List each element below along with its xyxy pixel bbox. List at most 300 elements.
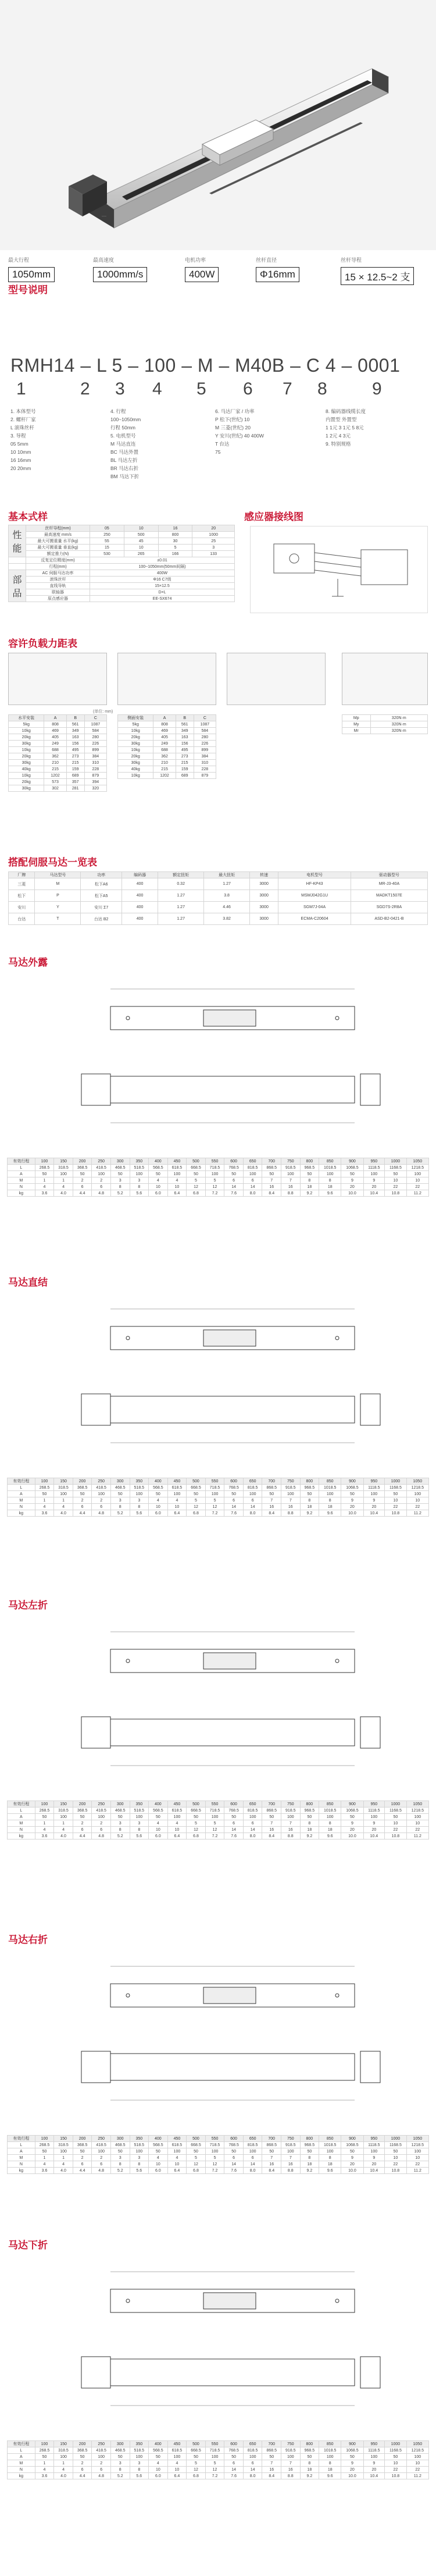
- table-cell: 8: [319, 2155, 341, 2161]
- table-cell: 318.5: [54, 1485, 73, 1491]
- table-row: 20kg 362 273 384: [9, 753, 107, 760]
- table-cell: 6: [92, 1184, 111, 1190]
- table-cell: 518.5: [130, 2447, 149, 2454]
- table-cell: 1: [54, 1820, 73, 1827]
- explain-line: BR 马达右折: [110, 465, 139, 471]
- table-cell: 20: [363, 1827, 385, 1833]
- table-header: 1000: [385, 2441, 406, 2447]
- table-cell: 10.0: [341, 2473, 363, 2479]
- table-cell: 14: [224, 1504, 244, 1510]
- table-cell: kg: [8, 1833, 35, 1840]
- table-cell: 10: [406, 1497, 428, 1504]
- table-cell: N: [8, 1827, 35, 1833]
- table-cell: 4.8: [92, 1833, 111, 1840]
- table-cell: 518.5: [130, 1808, 149, 1814]
- table-cell: 6: [73, 1184, 92, 1190]
- table-cell: 8: [300, 2460, 319, 2467]
- table-cell: 14: [243, 2467, 262, 2473]
- table-cell: 9.6: [319, 1190, 341, 1197]
- table-cell: 9: [341, 2460, 363, 2467]
- drawing-svg: [70, 2254, 384, 2435]
- table-cell: 4.0: [54, 1833, 73, 1840]
- table-cell: 718.5: [205, 1485, 224, 1491]
- table-header: 700: [262, 1478, 281, 1485]
- dimension-table-motor-left-fold: [7, 1801, 429, 1840]
- table-cell: 6.0: [149, 2168, 168, 2174]
- table-cell: 4: [167, 2460, 187, 2467]
- table-row: 10kg 1202 689 879: [9, 773, 107, 779]
- table-cell: 9: [363, 1497, 385, 1504]
- table-cell: 14: [243, 2161, 262, 2168]
- table-cell: 10: [149, 1504, 168, 1510]
- dimension-table: [7, 2135, 429, 2174]
- table-cell: 668.5: [187, 1485, 206, 1491]
- table-cell: 50: [300, 1814, 319, 1820]
- table-row: 5kg 808 561 1087: [9, 721, 107, 728]
- section-title-motor-left-fold: 马达左折: [8, 1600, 48, 1611]
- table-cell: 100: [406, 2454, 428, 2460]
- table-header: 300: [110, 1158, 130, 1165]
- explain-line: 行程 50mm: [110, 425, 135, 430]
- table-header: 1000: [385, 1158, 406, 1165]
- table-cell: 16: [262, 1504, 281, 1510]
- table-cell: 50: [110, 1171, 130, 1177]
- table-header: 250: [92, 2136, 111, 2142]
- table-header: 600: [224, 2136, 244, 2142]
- table-cell: 968.5: [300, 1485, 319, 1491]
- table-row: [8, 2447, 429, 2454]
- spec-value: 1000mm/s: [93, 267, 147, 282]
- explain-line: L 滚珠丝杆: [10, 425, 34, 430]
- table-cell: 6: [73, 1827, 92, 1833]
- table-cell: 10: [167, 2161, 187, 2168]
- table-header: 700: [262, 1158, 281, 1165]
- table-header: 250: [92, 1478, 111, 1485]
- table-cell: 4: [54, 2467, 73, 2473]
- table-cell: N: [8, 1504, 35, 1510]
- table-cell: 18: [300, 1184, 319, 1190]
- table-cell: 768.5: [224, 2142, 244, 2148]
- table-cell: 3.6: [35, 1833, 54, 1840]
- table-row: [8, 1833, 429, 1840]
- table-cell: 14: [224, 2161, 244, 2168]
- table-header: 400: [149, 1801, 168, 1808]
- table-cell: 12: [187, 2467, 206, 2473]
- spec-screw-diameter: [256, 256, 331, 282]
- table-cell: 50: [149, 1491, 168, 1497]
- table-cell: 3: [130, 2460, 149, 2467]
- table-row: 20kg 573 357 394: [9, 779, 107, 785]
- table-header: 900: [341, 1801, 363, 1808]
- table-cell: 2: [92, 1497, 111, 1504]
- table-cell: 7.6: [224, 1190, 244, 1197]
- table-row: 部品 AC 伺服马达功率 400W: [9, 570, 235, 577]
- table-cell: 7: [262, 1820, 281, 1827]
- table-cell: 100: [205, 1491, 224, 1497]
- table-cell: 50: [187, 1171, 206, 1177]
- table-cell: 6: [73, 2467, 92, 2473]
- table-header: 600: [224, 2441, 244, 2447]
- table-header: 20: [192, 525, 235, 532]
- explain-line: 1 2元 4 3元: [326, 433, 351, 439]
- table-cell: 6.8: [187, 2473, 206, 2479]
- table-cell: 100: [167, 1491, 187, 1497]
- hero-product-image: [0, 0, 436, 250]
- drawing-svg: [70, 1614, 384, 1795]
- table-header: 100: [35, 1801, 54, 1808]
- table-cell: 368.5: [73, 1808, 92, 1814]
- table-cell: 4: [167, 1497, 187, 1504]
- table-cell: 5: [187, 2460, 206, 2467]
- table-cell: 5: [205, 2155, 224, 2161]
- basic-spec-table: [8, 525, 235, 602]
- table-cell: 12: [187, 2161, 206, 2168]
- table-header: 有效行程: [8, 2136, 35, 2142]
- table-cell: M: [8, 2460, 35, 2467]
- linear-module-render: [0, 0, 436, 250]
- table-cell: 50: [300, 1171, 319, 1177]
- table-cell: L: [8, 1808, 35, 1814]
- table-header: 600: [224, 1158, 244, 1165]
- table-cell: 7: [281, 1177, 301, 1184]
- table-cell: 10: [385, 1177, 406, 1184]
- table-row: [8, 2142, 429, 2148]
- table-cell: 1168.5: [385, 2142, 406, 2148]
- table-cell: 12: [187, 1827, 206, 1833]
- explain-line: P 松下(世纪) 10: [215, 417, 250, 422]
- table-cell: 5: [205, 1497, 224, 1504]
- table-cell: 20: [341, 1504, 363, 1510]
- table-cell: 100: [281, 1814, 301, 1820]
- table-cell: 3: [130, 1177, 149, 1184]
- table-cell: 768.5: [224, 1808, 244, 1814]
- table-cell: 768.5: [224, 2447, 244, 2454]
- explain-line: 05 5mm: [10, 441, 28, 447]
- basic-section-title: 基本式样: [8, 511, 48, 522]
- table-cell: 8: [130, 1504, 149, 1510]
- table-cell: 2: [92, 2460, 111, 2467]
- table-header: 650: [243, 2441, 262, 2447]
- explain-line: 5. 电机型号: [110, 433, 136, 439]
- table-cell: 6.4: [167, 2473, 187, 2479]
- table-row: 30kg 210 215 310: [118, 760, 216, 766]
- code-index: 1: [16, 379, 26, 399]
- table-cell: 100: [363, 1814, 385, 1820]
- table-cell: 100: [406, 1491, 428, 1497]
- table-cell: 6.4: [167, 1190, 187, 1197]
- table-cell: 100: [54, 1814, 73, 1820]
- table-cell: 5.2: [110, 2168, 130, 2174]
- table-cell: 9: [363, 1177, 385, 1184]
- table-cell: 100: [319, 2148, 341, 2155]
- table-cell: 10.0: [341, 1833, 363, 1840]
- table-header: 300: [110, 1478, 130, 1485]
- table-cell: 9.6: [319, 1510, 341, 1517]
- table-cell: 2: [73, 2460, 92, 2467]
- table-cell: 10.0: [341, 1190, 363, 1197]
- table-cell: 6: [224, 1497, 244, 1504]
- table-cell: 16: [281, 2161, 301, 2168]
- table-cell: M: [8, 1497, 35, 1504]
- table-header: 1000: [385, 1478, 406, 1485]
- table-cell: 3: [110, 2155, 130, 2161]
- table-cell: 12: [205, 1184, 224, 1190]
- table-cell: 618.5: [167, 1485, 187, 1491]
- spec-label: 最高速度: [93, 257, 115, 263]
- table-cell: kg: [8, 2473, 35, 2479]
- table-row: 三菱 M 松下A6 400 0.32 1.27 3000 HF-KP43 MR-J3-40A: [9, 878, 428, 890]
- table-row: [8, 2467, 429, 2473]
- table-cell: 1118.5: [363, 2142, 385, 2148]
- table-row: [8, 1820, 429, 1827]
- table-cell: 7: [262, 2155, 281, 2161]
- table-cell: 318.5: [54, 1808, 73, 1814]
- table-header: 650: [243, 1478, 262, 1485]
- table-cell: 8: [319, 1497, 341, 1504]
- table-cell: 4.8: [92, 2168, 111, 2174]
- table-cell: 4.4: [73, 1190, 92, 1197]
- table-cell: 12: [205, 1504, 224, 1510]
- spec-label: 最大行程: [8, 257, 30, 263]
- table-cell: 7.6: [224, 1510, 244, 1517]
- table-cell: 16: [281, 1504, 301, 1510]
- table-header: 1000: [385, 2136, 406, 2142]
- table-row: [8, 1190, 429, 1197]
- table-cell: 9: [341, 1497, 363, 1504]
- table-cell: 1018.5: [319, 1485, 341, 1491]
- table-cell: 8.0: [243, 2473, 262, 2479]
- table-cell: 10.0: [341, 1510, 363, 1517]
- explain-line: 1. 本体型号: [10, 408, 36, 414]
- table-cell: 4: [35, 2161, 54, 2168]
- table-cell: 918.5: [281, 1165, 301, 1171]
- table-cell: 10: [149, 1827, 168, 1833]
- table-cell: 1018.5: [319, 1165, 341, 1171]
- table-header: 950: [363, 1478, 385, 1485]
- table-cell: 1: [35, 2460, 54, 2467]
- table-cell: 10.0: [341, 2168, 363, 2174]
- table-cell: 50: [187, 2148, 206, 2155]
- table-cell: 6.8: [187, 2168, 206, 2174]
- table-cell: 1168.5: [385, 1485, 406, 1491]
- model-explain-col1: [10, 407, 103, 472]
- table-row: 额定推力(N) 530 265 166 133: [9, 551, 235, 557]
- table-cell: 5.6: [130, 1190, 149, 1197]
- table-header: 600: [224, 1478, 244, 1485]
- motor-section-title: 搭配伺服马达一览表: [8, 857, 97, 868]
- explain-line: Y 安川(世纪) 40 400W: [215, 433, 264, 439]
- moment-table-side: 侧面安装 A B C 5kg 808 561 1087 10kg 469 349 584 20kg 405 163 280 30kg 249 156 226 10kg 688 495 899 20kg 362 273 384 30kg 210 215 310 40kg 215 159 228 10kg 1202 689 879: [117, 714, 216, 779]
- table-row: 20kg 362 273 384: [118, 753, 216, 760]
- table-cell: 8.4: [262, 1510, 281, 1517]
- table-header: 750: [281, 1478, 301, 1485]
- table-cell: 4: [35, 2467, 54, 2473]
- table-cell: A: [8, 1814, 35, 1820]
- table-cell: 100: [363, 1491, 385, 1497]
- table-cell: 100: [243, 1491, 262, 1497]
- table-cell: 468.5: [110, 2447, 130, 2454]
- table-cell: 1218.5: [406, 1808, 428, 1814]
- table-cell: 50: [341, 1814, 363, 1820]
- table-cell: 9.2: [300, 1510, 319, 1517]
- table-cell: 9.2: [300, 2473, 319, 2479]
- table-cell: 7.2: [205, 2168, 224, 2174]
- table-cell: 8.8: [281, 1190, 301, 1197]
- table-cell: 1068.5: [341, 2142, 363, 2148]
- model-explain-col4: [326, 407, 430, 448]
- dimension-table-motor-direct: [7, 1478, 429, 1517]
- table-cell: 9: [363, 1820, 385, 1827]
- table-cell: 8: [319, 2460, 341, 2467]
- table-cell: 4.8: [92, 1190, 111, 1197]
- table-row: [8, 2454, 429, 2460]
- spec-power: [185, 256, 260, 282]
- table-cell: 100: [205, 2148, 224, 2155]
- table-cell: 768.5: [224, 1485, 244, 1491]
- table-cell: 6.8: [187, 1510, 206, 1517]
- table-cell: 9.2: [300, 1190, 319, 1197]
- table-cell: 6.0: [149, 1510, 168, 1517]
- table-cell: N: [8, 2467, 35, 2473]
- spec-summary-strip: [0, 251, 436, 315]
- horizontal-mount-figure: [8, 653, 107, 705]
- model-section-title: 型号说明: [8, 284, 48, 296]
- table-cell: 100: [167, 1814, 187, 1820]
- table-cell: 618.5: [167, 2447, 187, 2454]
- table-header: 100: [35, 1158, 54, 1165]
- table-cell: 50: [341, 2454, 363, 2460]
- table-header: 10: [124, 525, 158, 532]
- table-cell: 868.5: [262, 1808, 281, 1814]
- table-cell: 718.5: [205, 2447, 224, 2454]
- table-header: 900: [341, 2136, 363, 2142]
- table-header: 550: [205, 2136, 224, 2142]
- table-cell: 100: [281, 2454, 301, 2460]
- moment-section-title: 容许负载力距表: [8, 638, 77, 649]
- table-cell: 8: [319, 1820, 341, 1827]
- table-cell: 6: [243, 1177, 262, 1184]
- table-cell: 368.5: [73, 1165, 92, 1171]
- table-cell: 4: [35, 1184, 54, 1190]
- table-cell: 4: [149, 1497, 168, 1504]
- table-cell: 22: [406, 2467, 428, 2473]
- table-header: 400: [149, 1158, 168, 1165]
- wall-mount-figure: [227, 653, 326, 705]
- table-cell: 1218.5: [406, 2447, 428, 2454]
- table-row: [8, 1171, 429, 1177]
- unit-note: (单位: mm): [93, 710, 113, 714]
- table-header: 350: [130, 1158, 149, 1165]
- table-cell: 5.2: [110, 1833, 130, 1840]
- table-row: My 320N·m: [342, 721, 428, 728]
- table-cell: 568.5: [149, 1808, 168, 1814]
- table-cell: 1168.5: [385, 1808, 406, 1814]
- table-cell: 14: [224, 1184, 244, 1190]
- table-cell: 1118.5: [363, 2447, 385, 2454]
- table-cell: 10.4: [363, 1190, 385, 1197]
- table-header: 800: [300, 1478, 319, 1485]
- allowable-moment-table: [342, 714, 428, 734]
- table-cell: 5.6: [130, 2473, 149, 2479]
- table-cell: 6: [73, 2161, 92, 2168]
- table-cell: 50: [385, 1171, 406, 1177]
- section-title-motor-down-fold: 马达下折: [8, 2240, 48, 2251]
- table-cell: 8: [130, 2161, 149, 2168]
- table-cell: 4: [149, 1820, 168, 1827]
- table-cell: 4: [54, 1827, 73, 1833]
- table-row: 台达 T 台达 B2 400 1.27 3.82 3000 ECMA-C20604 ASD-B2-0421-B: [9, 913, 428, 925]
- table-cell: 50: [262, 1814, 281, 1820]
- table-cell: 100: [363, 2454, 385, 2460]
- table-cell: 11.2: [406, 1190, 428, 1197]
- moment-table-horizontal: 水平安装 A B C 5kg 808 561 1087 10kg 469 349 584 20kg 405 163 280 30kg 249 156 226 10kg 688 495 899 20kg 362 273 384 30kg 210 215 310 40kg 215 159 228 10kg 1202 689 879 20kg 573 357 394 30kg 302 281 320: [8, 714, 107, 792]
- explain-line: 20 20mm: [10, 465, 31, 471]
- table-cell: 14: [243, 1827, 262, 1833]
- table-header: 850: [319, 2136, 341, 2142]
- table-cell: 1068.5: [341, 1808, 363, 1814]
- table-cell: 6: [243, 2155, 262, 2161]
- table-cell: 7.2: [205, 1190, 224, 1197]
- explain-line: 100~1050mm: [110, 417, 141, 422]
- table-row: [8, 1504, 429, 1510]
- table-cell: 7: [281, 1497, 301, 1504]
- table-header: 650: [243, 2136, 262, 2142]
- table-header: 200: [73, 1478, 92, 1485]
- table-cell: 6: [243, 2460, 262, 2467]
- section-title-motor-direct: 马达直结: [8, 1277, 48, 1288]
- table-cell: 7: [281, 2155, 301, 2161]
- table-cell: 10.4: [363, 1510, 385, 1517]
- explain-line: 16 16mm: [10, 457, 31, 463]
- table-cell: 7: [281, 1820, 301, 1827]
- table-cell: 868.5: [262, 2142, 281, 2148]
- table-cell: 50: [35, 1491, 54, 1497]
- table-cell: 10.4: [363, 2168, 385, 2174]
- table-cell: 4: [149, 2155, 168, 2161]
- table-header: 丝杆导程(mm): [26, 525, 90, 532]
- table-cell: 100: [92, 1491, 111, 1497]
- table-cell: 5.2: [110, 1190, 130, 1197]
- table-cell: 10: [385, 1497, 406, 1504]
- table-header: 100: [35, 1478, 54, 1485]
- table-cell: 7.2: [205, 2473, 224, 2479]
- table-cell: 7.2: [205, 1833, 224, 1840]
- table-cell: 568.5: [149, 2447, 168, 2454]
- table-cell: kg: [8, 1510, 35, 1517]
- table-cell: 3: [130, 2155, 149, 2161]
- section-title-motor-external: 马达外露: [8, 957, 48, 968]
- table-header: 700: [262, 1801, 281, 1808]
- table-cell: 3: [130, 1497, 149, 1504]
- table-cell: 5: [187, 1497, 206, 1504]
- table-cell: 20: [341, 2467, 363, 2473]
- table-cell: 618.5: [167, 1808, 187, 1814]
- table-cell: 22: [385, 1504, 406, 1510]
- table-cell: 8.4: [262, 1833, 281, 1840]
- table-row: [8, 1808, 429, 1814]
- table-header: 350: [130, 2136, 149, 2142]
- section-title-motor-right-fold: 马达右折: [8, 1934, 48, 1945]
- table-header: 有效行程: [8, 1801, 35, 1808]
- table-row: 10kg 469 349 584: [118, 728, 216, 734]
- table-cell: 50: [149, 1814, 168, 1820]
- table-header: 450: [167, 1158, 187, 1165]
- table-cell: 8: [110, 1504, 130, 1510]
- table-cell: 14: [224, 2467, 244, 2473]
- table-header: 550: [205, 1478, 224, 1485]
- table-cell: 18: [319, 2161, 341, 2168]
- table-cell: 9: [363, 2460, 385, 2467]
